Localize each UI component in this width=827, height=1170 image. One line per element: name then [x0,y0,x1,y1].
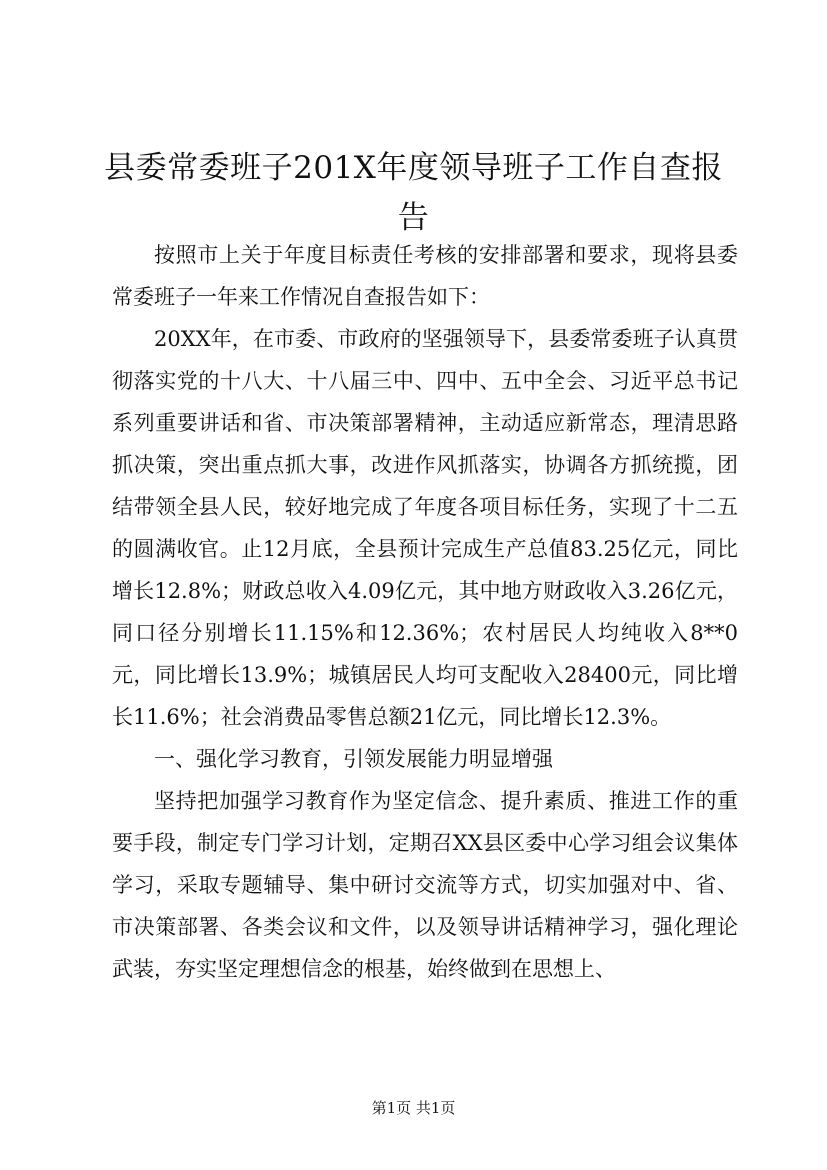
paragraph-section-one: 坚持把加强学习教育作为坚定信念、提升素质、推进工作的重要手段，制定专门学习计划，定期召XX县区委中心学习组会议集体学习，采取专题辅导、集中研讨交流等方式，切实加强对中、省、市决策部署、各类会议和文件，以及领导讲话精神学习，强化理论武装，夯实坚定理想信念的根基，始终做到在思想上、 [112,789,738,981]
document-body [112,234,738,990]
document-title: 县委常委班子201X年度领导班子工作自查报告 [104,150,723,236]
paragraph-intro: 按照市上关于年度目标责任考核的安排部署和要求，现将县委常委班子一年来工作情况自查报告如下： [112,243,738,309]
paragraph-summary: 20XX年，在市委、市政府的坚强领导下，县委常委班子认真贯彻落实党的十八大、十八届三中、四中、五中全会、习近平总书记系列重要讲话和省、市决策部署精神，主动适应新常态，理清思路抓决策，突出重点抓大事，改进作风抓落实，协调各方抓统揽，团结带领全县人民，较好地完成了年度各项目标任务，实现了十二五的圆满收官。止12月底，全县预计完成生产总值83.25亿元，同比增长12.8%；财政总收入4.09亿元，其中地方财政收入3.26亿元，同口径分别增长11.15%和12.36%；农村居民人均纯收入8**0元，同比增长13.9%；城镇居民人均可支配收入28400元，同比增长11.6%；社会消费品零售总额21亿元，同比增长12.3%。 [112,327,738,729]
section-heading: 一、强化学习教育，引领发展能力明显增强 [154,747,553,771]
page-footer: 第1页 共1页 [371,1099,456,1117]
